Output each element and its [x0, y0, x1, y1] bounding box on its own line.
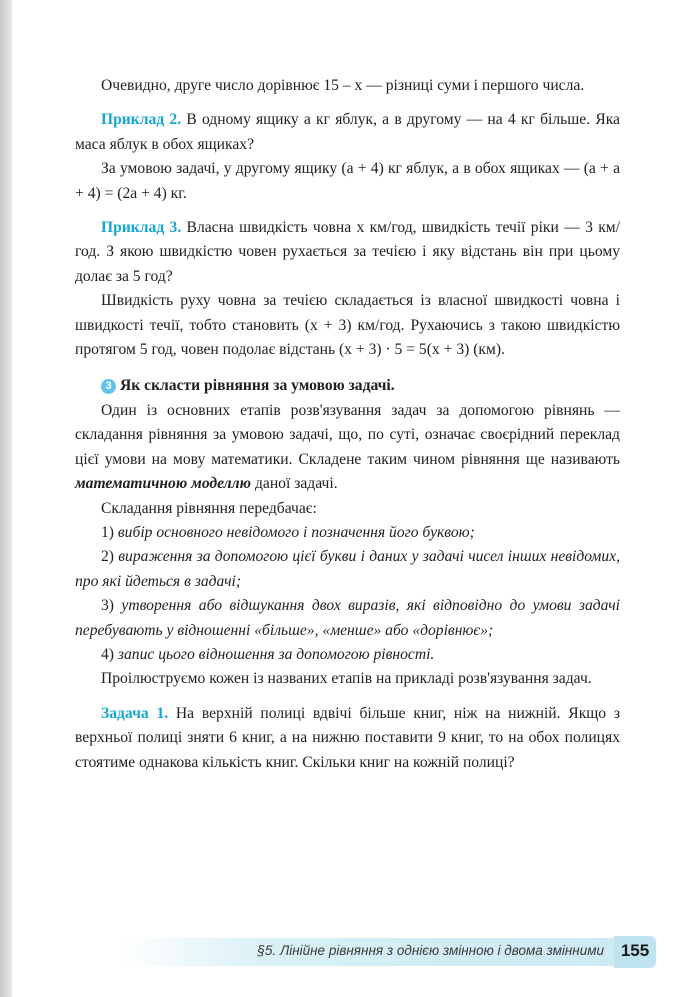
page-footer — [122, 938, 614, 966]
page-number: 155 — [620, 941, 650, 960]
example-2-solution: За умовою задачі, у другому ящику (a + 4) кг яблук, а в обох ящиках — (a + a + 4) = (2a + 4) кг. — [75, 160, 620, 202]
list-item-number: 3) — [101, 597, 114, 615]
example-3-label: Приклад 3. — [101, 219, 182, 237]
list-item — [75, 594, 620, 643]
list-item-text: запис цього відношення за допомогою рівності. — [117, 645, 435, 663]
page-edge-shadow — [0, 0, 12, 997]
example-3 — [75, 216, 620, 289]
list-item-number: 4) — [101, 645, 114, 663]
task-1-text: На верхній полиці вдвічі більше книг, ніж на нижній. Якщо з верхньої полиці зняти 6 книг, а на нижню поставити 9 книг, то на обох полицях стоятиме однакова кількість книг. Скільки книг на кожній полиці? — [75, 704, 620, 771]
math-model-term: математичною моделлю — [75, 475, 252, 493]
example-2-text: В одному ящику a кг яблук, а в другому — на 4 кг більше. Яка маса яблук в обох ящиках? — [75, 111, 620, 153]
list-item-number: 1) — [101, 523, 114, 541]
list-item-text: утворення або відшукання двох виразів, які відповідно до умови задачі перебувають у відношенні «більше», «менше» або «дорівнює»; — [75, 597, 620, 639]
list-item — [75, 545, 620, 594]
page-number-box — [614, 936, 656, 968]
section-3-outro: Проілюструємо кожен із названих етапів на прикладі розв'язування задач. — [101, 670, 592, 688]
section-3-intro-after: даної задачі. — [251, 475, 338, 493]
section-3-title: Як скласти рівняння за умовою задачі. — [120, 377, 395, 395]
list-item-text: вибір основного невідомого і позначення його буквою; — [117, 523, 475, 541]
section-3-heading — [75, 374, 620, 398]
paragraph-second-number: Очевидно, друге число дорівнює 15 – x — різниці суми і першого числа. — [101, 77, 585, 94]
chapter-title: §5. Лінійне рівняння з однією змінною і двома змінними — [257, 943, 604, 958]
task-1-label: Задача 1. — [101, 704, 169, 722]
list-item — [75, 643, 620, 667]
page-content — [75, 74, 620, 775]
section-3-intro — [75, 399, 620, 497]
example-3-text: Власна швидкість човна x км/год, швидкість течії ріки — 3 км/год. З якою швидкістю човен рухається за течією і яку відстань він при цьому долає за 5 год? — [75, 219, 620, 285]
task-1 — [75, 702, 620, 775]
textbook-page — [12, 0, 700, 997]
example-2-label: Приклад 2. — [101, 111, 182, 129]
list-item — [75, 521, 620, 545]
list-item-number: 2) — [101, 548, 114, 566]
section-number-badge: 3 — [101, 379, 116, 394]
example-2 — [75, 108, 620, 157]
section-3-intro-before: Один із основних етапів розв'язування задач за допомогою рівнянь — складання рівняння за умовою задачі, що, по суті, означає своєрідний переклад цієї умови на мову математики. Складене таким чином рівняння ще називають — [75, 401, 620, 468]
list-intro: Складання рівняння передбачає: — [101, 499, 317, 517]
list-item-text: вираження за допомогою цієї букви і даних у задачі чисел інших невідомих, про які йдеться в задачі; — [75, 548, 620, 590]
example-3-solution: Швидкість руху човна за течією складається із власної швидкості човна і швидкості течії, тобто становить (x + 3) км/год. Рухаючись з такою швидкістю протягом 5 год, човен подолає відстань (x + 3) · 5 = 5(x + 3) (км). — [75, 292, 620, 359]
